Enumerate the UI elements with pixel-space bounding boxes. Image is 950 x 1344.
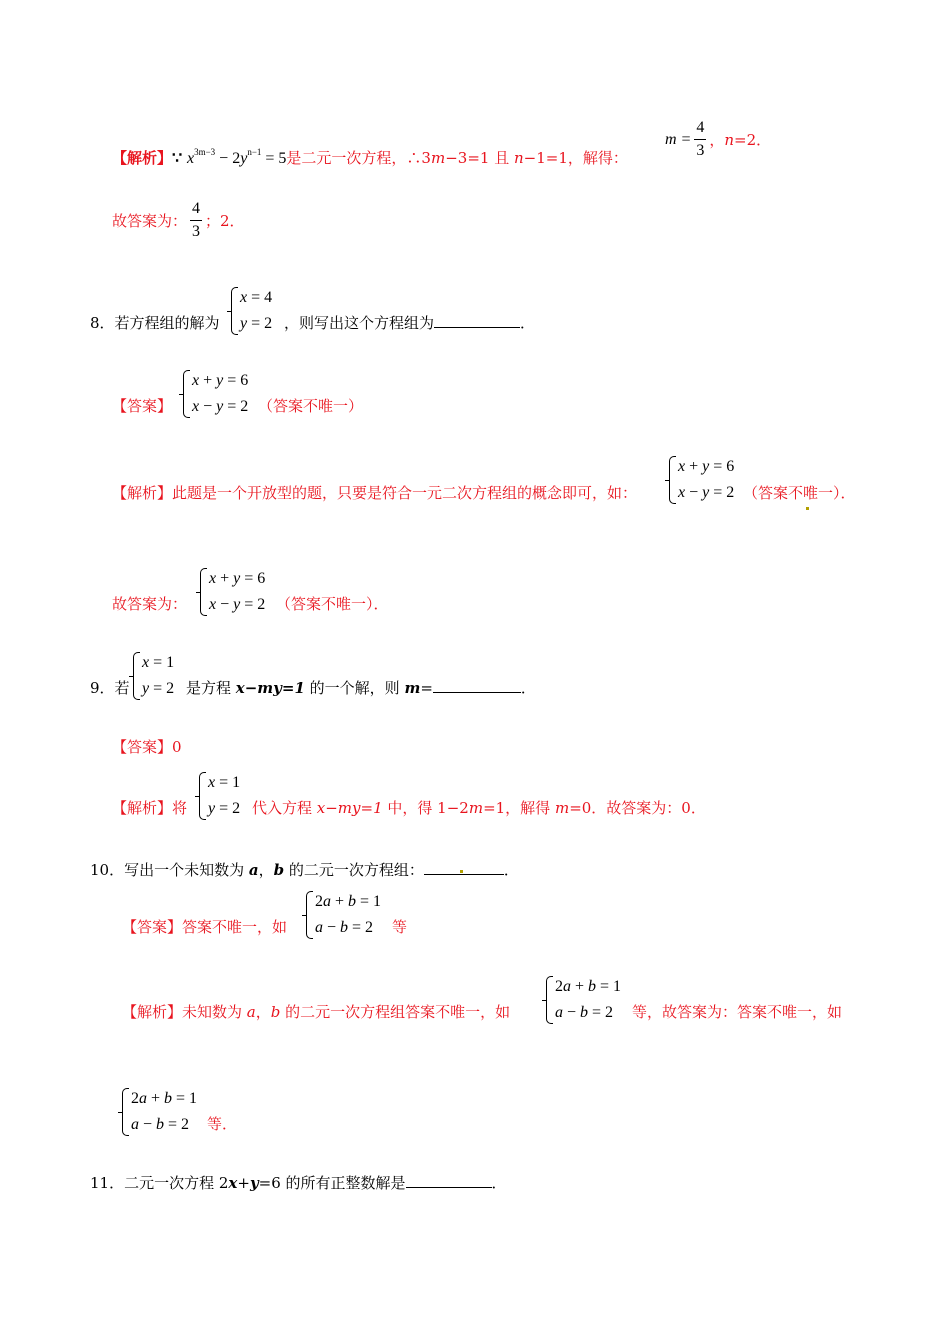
q9-analysis-system: x = 1 y = 2 — [199, 770, 240, 822]
answer-blank[interactable] — [424, 860, 504, 875]
answer-blank[interactable] — [406, 1173, 492, 1188]
q7-equation: $x^{3m-3} - 2y^{n-1} = 5$ — [186, 147, 287, 167]
q10-final-suffix: 等． — [207, 1115, 238, 1133]
q10-answer-system: 2a + b = 1 a − b = 2 — [306, 889, 381, 941]
q9-analysis: 【解析】将 — [112, 799, 188, 817]
answer-blank[interactable] — [434, 313, 520, 328]
stray-mark — [806, 507, 809, 510]
analysis-label: 【解析】 — [112, 149, 173, 167]
q9-question-rest: 是方程 x−my=1 的一个解，则 m= ． — [186, 679, 536, 697]
q11-question: 11．二元一次方程 2x+y=6 的所有正整数解是 ． — [90, 1174, 507, 1192]
q10-analysis: 【解析】未知数为 a，b 的二元一次方程组答案不唯一，如 — [122, 1003, 511, 1021]
q8-solution-system: x = 4 y = 2 — [231, 285, 272, 337]
q9-answer: 【答案】0 — [112, 738, 182, 756]
q10-answer: 【答案】答案不唯一，如 — [122, 918, 288, 936]
q8-final-note: （答案不唯一）． — [276, 595, 389, 613]
q7-analysis-line: 【解析】∵ $x^{3m-3} - 2y^{n-1} = 5$是二元一次方程，∴3m−3=1 且 n−1=1，解得： — [112, 147, 628, 167]
q7-m-value: m = $\frac{4}{3}$ ， n =2． — [665, 117, 771, 162]
fraction-4-3: $\frac{4}{3}$ — [192, 200, 201, 240]
q8-answer-note: （答案不唯一） — [258, 397, 364, 415]
q8-analysis: 【解析】此题是一个开放型的题，只要是符合一元二次方程组的概念即可，如： — [112, 484, 638, 502]
q10-final-system: 2a + b = 1 a − b = 2 — [122, 1086, 197, 1138]
q8-question-rest: ，则写出这个方程组为 ． — [284, 314, 536, 332]
q10-analysis-rest: 等，故答案为：答案不唯一，如 — [632, 1003, 843, 1021]
q8-question: 8．若方程组的解为 — [90, 314, 220, 332]
q8-final: 故答案为： — [112, 595, 188, 613]
q9-solution-system: x = 1 y = 2 — [133, 650, 174, 702]
q10-question: 10．写出一个未知数为 a，b 的二元一次方程组： ． — [90, 861, 519, 879]
q8-analysis-note: （答案不唯一）． — [743, 484, 856, 502]
q8-answer-system: x + y = 6 x − y = 2 — [183, 368, 248, 420]
stray-mark — [460, 870, 463, 873]
fraction-4-3: $\frac{4}{3}$ — [696, 119, 705, 159]
q9-question: 9．若 — [90, 679, 130, 697]
q7-final-answer: 故答案为： $\frac{4}{3}$ ；2． — [112, 198, 245, 243]
q10-answer-suffix: 等 — [392, 918, 408, 936]
q10-analysis-system: 2a + b = 1 a − b = 2 — [546, 974, 621, 1026]
answer-blank[interactable] — [433, 678, 521, 693]
q8-answer: 【答案】 — [112, 397, 173, 415]
q8-analysis-system: x + y = 6 x − y = 2 — [669, 454, 734, 506]
q8-final-system: x + y = 6 x − y = 2 — [200, 566, 265, 618]
q9-analysis-rest: 代入方程 x−my=1 中，得 1−2m=1，解得 m=0．故答案为：0． — [252, 799, 706, 817]
